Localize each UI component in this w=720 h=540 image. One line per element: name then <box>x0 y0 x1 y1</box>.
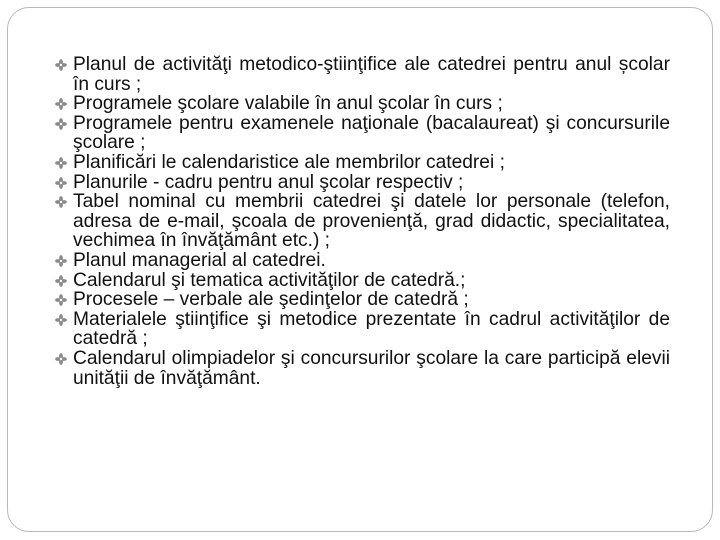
list-item-text: Planificări le calendaristice ale membrilor catedrei ; <box>73 151 505 173</box>
four-petal-flower-icon <box>55 118 67 130</box>
list-item <box>55 153 670 173</box>
list-item <box>55 114 670 153</box>
list-item <box>55 192 670 251</box>
list-item-text: Programele pentru examenele naţionale (bacalaureat) şi concursurile şcolare ; <box>73 112 670 154</box>
list-item <box>55 349 670 388</box>
four-petal-flower-icon <box>55 196 67 208</box>
list-item-text: Calendarul şi tematica activităţilor de catedră.; <box>73 269 466 291</box>
list-item <box>55 251 670 271</box>
list-item-text: Planurile - cadru pentru anul şcolar respectiv ; <box>73 171 464 193</box>
list-item <box>55 290 670 310</box>
list-item-text: Tabel nominal cu membrii catedrei şi datele lor personale (telefon, adresa de e-mail, şcoala de provenienţă, grad didactic, specialitatea, vechimea în învăţământ etc.) ; <box>73 191 670 252</box>
four-petal-flower-icon <box>55 98 67 110</box>
list-item <box>55 94 670 114</box>
list-item-text: Procesele – verbale ale şedinţelor de catedră ; <box>73 289 469 311</box>
bullet-list <box>55 55 670 388</box>
four-petal-flower-icon <box>55 353 67 365</box>
four-petal-flower-icon <box>55 157 67 169</box>
list-item-text: Calendarul olimpiadelor şi concursurilor şcolare la care participă elevii unităţii de învăţământ. <box>73 347 670 389</box>
four-petal-flower-icon <box>55 294 67 306</box>
list-item <box>55 173 670 193</box>
list-item-text: Programele şcolare valabile în anul şcolar în curs ; <box>73 93 503 115</box>
list-item <box>55 55 670 94</box>
list-item-text: Materialele ştiinţifice şi metodice prezentate în cadrul activităţilor de catedră ; <box>73 308 670 350</box>
four-petal-flower-icon <box>55 59 67 71</box>
list-item <box>55 310 670 349</box>
four-petal-flower-icon <box>55 177 67 189</box>
four-petal-flower-icon <box>55 255 67 267</box>
list-item <box>55 271 670 291</box>
four-petal-flower-icon <box>55 314 67 326</box>
four-petal-flower-icon <box>55 275 67 287</box>
list-item-text: Planul de activităţi metodico-ştiinţifice ale catedrei pentru anul școlar în curs ; <box>73 54 670 95</box>
list-item-text: Planul managerial al catedrei. <box>73 249 326 271</box>
